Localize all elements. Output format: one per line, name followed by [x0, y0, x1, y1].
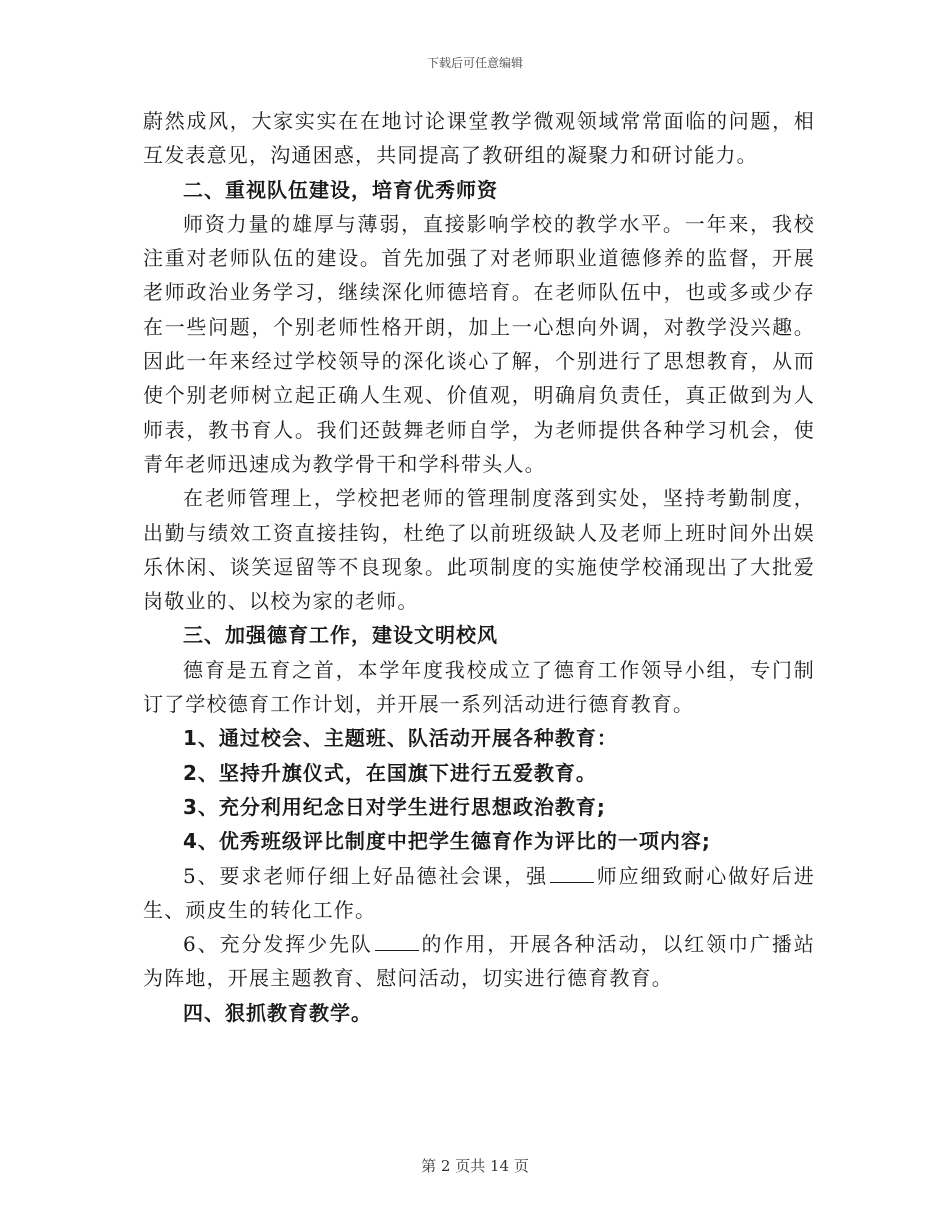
- section-heading-2: 二、重视队伍建设，培育优秀师资: [183, 177, 498, 202]
- section-heading-4: 四、狠抓教育教学。: [183, 1000, 372, 1025]
- page-footer: 第 2 页共 14 页: [421, 1157, 529, 1175]
- list-item-6-before: 6、充分发挥少先队: [183, 932, 373, 957]
- document-body: [143, 104, 815, 1030]
- paragraph-management: 在老师管理上，学校把老师的管理制度落到实处，坚持考勤制度，出勤与绩效工资直接挂钩，杜绝了以前班级缺人及老师上班时间外出娱乐休闲、谈笑逗留等不良现象。此项制度的实施使学校涌现出了大批爱岗敬业的、以校为家的老师。: [143, 486, 815, 614]
- list-item-5-before: 5、要求老师仔细上好品德社会课，强: [183, 863, 549, 888]
- paragraph-teachers: 师资力量的雄厚与薄弱，直接影响学校的教学水平。一年来，我校注重对老师队伍的建设。首先加强了对老师职业道德修养的监督，开展老师政治业务学习，继续深化师德培育。在老师队伍中，也或多或少存在一些问题，个别老师性格开朗，加上一心想向外调，对教学没兴趣。因此一年来经过学校领导的深化谈心了解，个别进行了思想教育，从而使个别老师树立起正确人生观、价值观，明确肩负责任，真正做到为人师表，教书育人。我们还鼓舞老师自学，为老师提供各种学习机会，使青年老师迅速成为教学骨干和学科带头人。: [143, 211, 815, 476]
- list-item-5-after: 师应细致耐心做好后进生、顽皮生的转化工作。: [143, 863, 816, 922]
- list-item-2: 2、坚持升旗仪式，在国旗下进行五爱教育。: [183, 760, 597, 785]
- list-item-3: 3、充分利用纪念日对学生进行思想政治教育;: [183, 794, 606, 819]
- paragraph-continuation: 蔚然成风，大家实实在在地讨论课堂教学微观领域常常面临的问题，相互发表意见，沟通困惑，共同提高了教研组的凝聚力和研讨能力。: [143, 109, 815, 168]
- list-item-6: [143, 927, 815, 996]
- section-heading-3: 三、加强德育工作，建设文明校风: [183, 623, 498, 648]
- list-item-6-after: 的作用，开展各种活动，以红领巾广播站为阵地，开展主题教育、慰问活动，切实进行德育教育。: [143, 932, 815, 991]
- list-item-1: 1、通过校会、主题班、队活动开展各种教育：: [183, 726, 618, 751]
- list-item-4: 4、优秀班级评比制度中把学生德育作为评比的一项内容;: [183, 829, 711, 854]
- blank-line: [550, 864, 594, 883]
- paragraph-moral-education: 德育是五育之首，本学年度我校成立了德育工作领导小组，专门制订了学校德育工作计划，并开展一系列活动进行德育教育。: [143, 657, 815, 717]
- list-item-5: [143, 859, 815, 928]
- blank-line: [375, 932, 419, 951]
- page-header: 下载后可任意编辑: [426, 56, 523, 70]
